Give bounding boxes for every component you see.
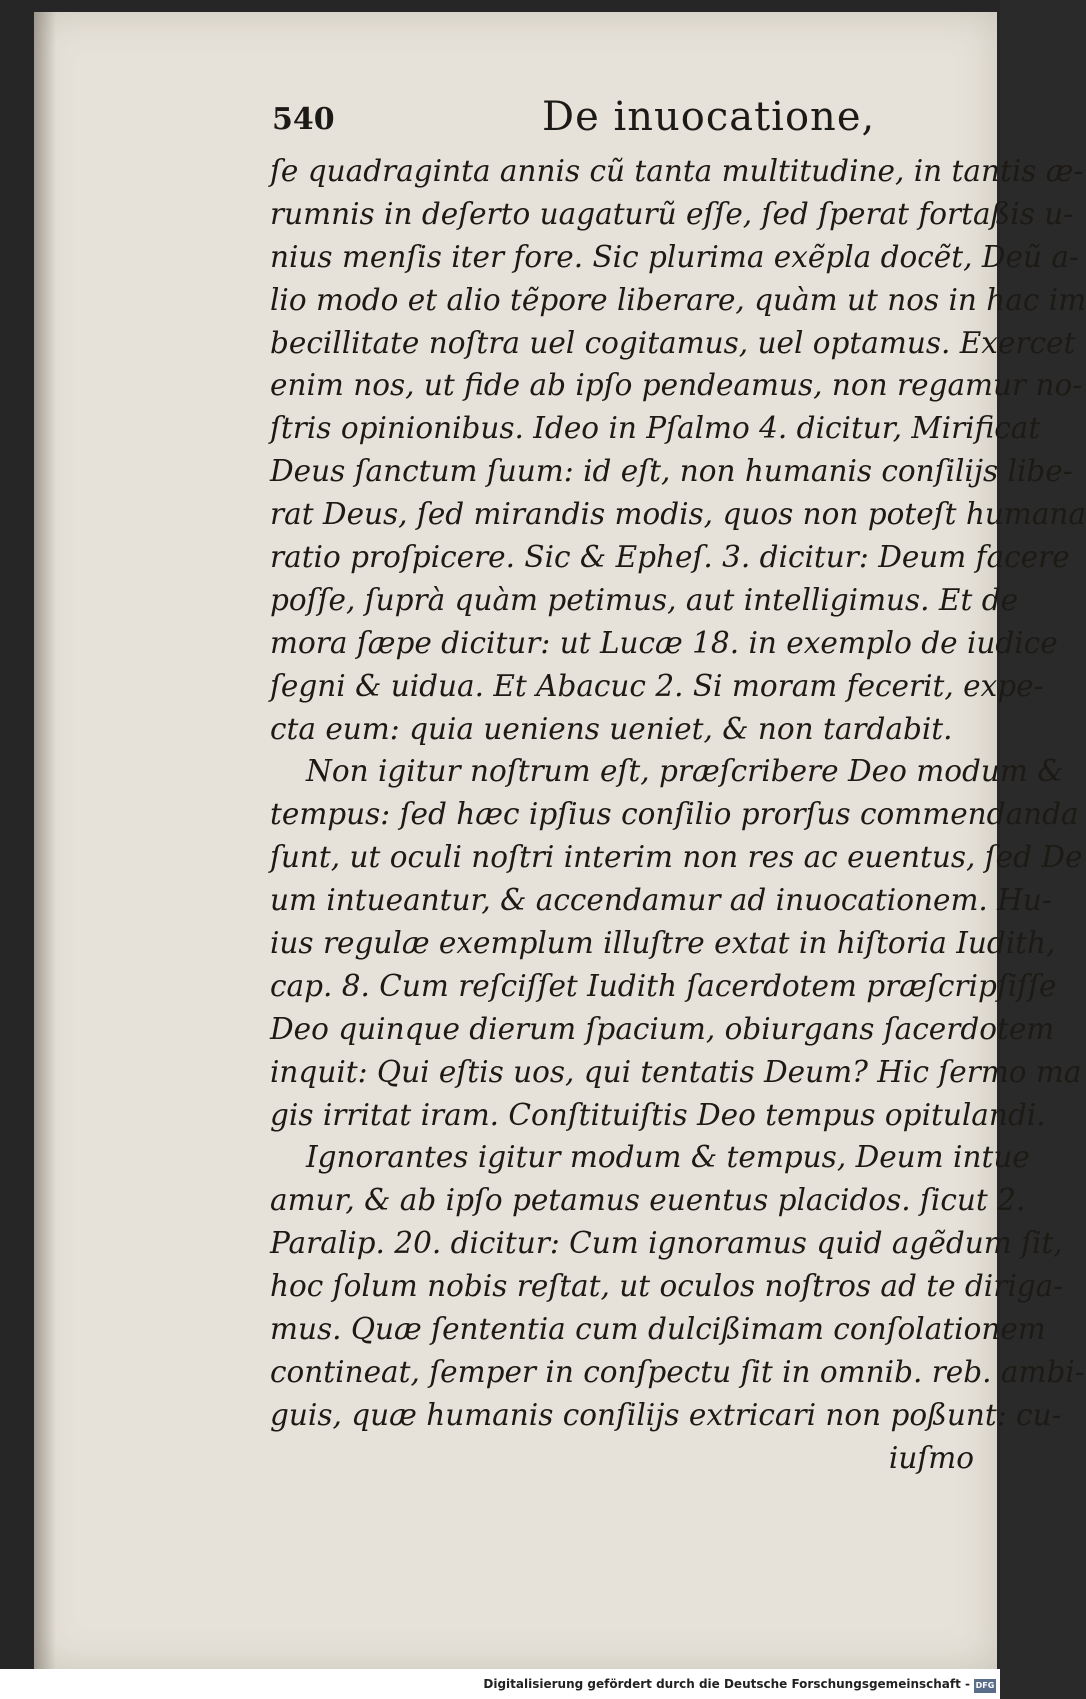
running-title: De inuocatione, bbox=[542, 94, 876, 140]
text-line: nius menſis iter fore. Sic plurima exẽpla docẽt, Deũ a- bbox=[270, 239, 1079, 274]
text-line: amur, & ab ipſo petamus euentus placidos. ſicut 2. bbox=[270, 1183, 1026, 1218]
text-line: Ignorantes igitur modum & tempus, Deum intue bbox=[306, 1140, 1030, 1175]
text-line: ſegni & uidua. Et Abacuc 2. Si moram fecerit, expe- bbox=[270, 668, 1044, 703]
text-line: rat Deus, ſed mirandis modis, quos non poteſt humana bbox=[270, 497, 1086, 532]
text-line: Deus ſanctum ſuum: id eſt, non humanis conſilijs libe- bbox=[270, 454, 1073, 489]
text-line: poſſe, ſuprà quàm petimus, aut intelligimus. Et de bbox=[270, 582, 1019, 617]
text-line: becillitate noſtra uel cogitamus, uel optamus. Exercet bbox=[270, 325, 1076, 360]
text-line: Non igitur noſtrum eſt, præſcribere Deo modum & bbox=[306, 754, 1064, 789]
text-line: ſunt, ut oculi noſtri interim non res ac euentus, ſed De bbox=[270, 840, 1083, 875]
text-line: ſtris opinionibus. Ideo in Pſalmo 4. dicitur, Mirificat bbox=[270, 411, 1041, 446]
text-line: cap. 8. Cum reſciſſet Iudith ſacerdotem præſcripſiſſe bbox=[270, 968, 1057, 1003]
text-line: lio modo et alio tẽpore liberare, quàm ut nos in hac im bbox=[270, 282, 1086, 317]
text-line: rumnis in deſerto uagaturũ eſſe, ſed ſperat fortaßis u- bbox=[270, 196, 1074, 231]
catchword: iuſmo bbox=[888, 1440, 974, 1475]
text-line: ius regulæ exemplum illuſtre extat in hiſtoria Iudith, bbox=[270, 926, 1056, 961]
text-line: ſe quadraginta annis cũ tanta multitudine, in tantis æ- bbox=[270, 154, 1084, 188]
text-line: um intueantur, & accendamur ad inuocationem. Hu- bbox=[270, 883, 1052, 918]
text-line: mus. Quæ ſententia cum dulcißimam conſolationem bbox=[270, 1312, 1046, 1347]
text-line: inquit: Qui eſtis uos, qui tentatis Deum? Hic ſermo ma bbox=[270, 1054, 1082, 1089]
text-line: Deo quinque dierum ſpacium, obiurgans ſacerdotem bbox=[270, 1011, 1055, 1046]
text-line: gis irritat iram. Conſtituiſtis Deo tempus opitulandi. bbox=[270, 1097, 1046, 1132]
book-page bbox=[34, 12, 1086, 1670]
text-line: Paralip. 20. dicitur: Cum ignoramus quid agẽdum ſit, bbox=[270, 1226, 1063, 1261]
body-text bbox=[270, 150, 1086, 1480]
text-line: hoc ſolum nobis reſtat, ut oculos noſtros ad te diriga- bbox=[270, 1269, 1064, 1304]
text-line: contineat, ſemper in conſpectu ſit in omnib. reb. ambi- bbox=[270, 1354, 1085, 1389]
text-line: cta eum: quia ueniens ueniet, & non tardabit. bbox=[270, 711, 953, 746]
text-line: tempus: ſed hæc ipſius conſilio prorſus commendanda bbox=[270, 797, 1079, 832]
dfg-logo: DFG bbox=[974, 1679, 996, 1693]
footer-bar bbox=[0, 1669, 1000, 1699]
funding-credit: Digitalisierung gefördert durch die Deutsche Forschungsgemeinschaft - bbox=[483, 1677, 970, 1691]
text-line: guis, quæ humanis conſilijs extricari non poßunt: cu- bbox=[270, 1397, 1062, 1432]
text-line: enim nos, ut fide ab ipſo pendeamus, non regamur no- bbox=[270, 368, 1083, 403]
page-header bbox=[272, 94, 972, 154]
page-number: 540 bbox=[272, 102, 335, 137]
text-line: ratio proſpicere. Sic & Epheſ. 3. dicitur: Deum facere bbox=[270, 540, 1070, 575]
text-line: mora ſæpe dicitur: ut Lucæ 18. in exemplo de iudice bbox=[270, 625, 1058, 660]
